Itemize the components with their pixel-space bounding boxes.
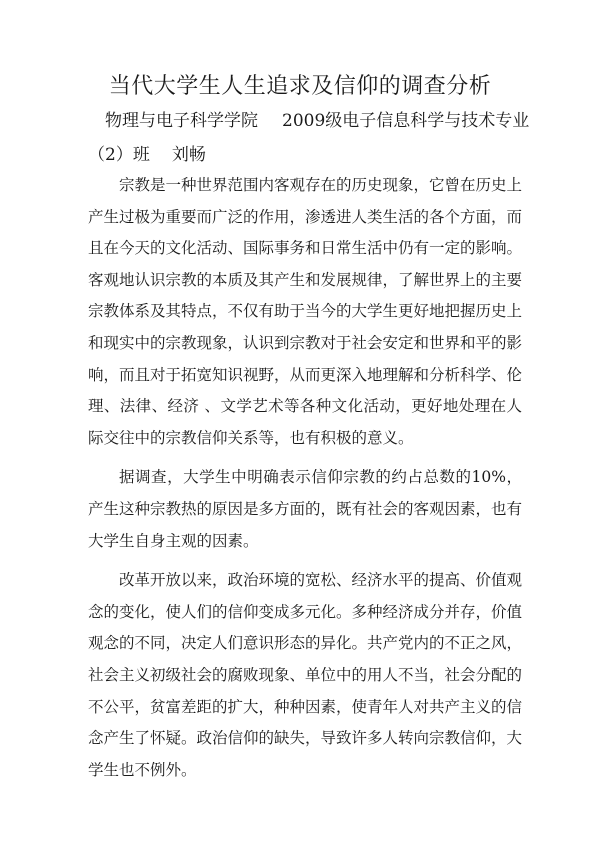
author-class-line [88,140,206,170]
grade-major: 2009级电子信息科学与技术专业 [282,111,530,131]
school-name: 物理与电子科学学院 [105,111,258,131]
author-affiliation [105,106,529,136]
paragraph-2: 据调查，大学生中明确表示信仰宗教的约占总数的10%，产生这种宗教热的原因是多方面的，既有社会的客观因素，也有大学生自身主观的因素。 [88,468,523,550]
author-name: 刘畅 [171,145,206,165]
document-body [88,170,522,786]
document-title: 当代大学生人生追求及信仰的调查分析 [108,74,492,99]
paragraph-3: 改革开放以来，政治环境的宽松、经济水平的提高、价值观念的变化，使人们的信仰变成多元化。多种经济成分并存，价值观念的不同，决定人们意识形态的异化。共产党内的不正之风，社会主义初级社会的腐败现象、单位中的用人不当，社会分配的不公平，贫富差距的扩大，种种因素，使青年人对共产主义的信念产生了怀疑。政治信仰的缺失，导致许多人转向宗教信仰，大学生也不例外。 [88,571,523,779]
class-name: （2）班 [88,145,150,165]
paragraph-1: 宗教是一种世界范围内客观存在的历史现象，它曾在历史上产生过极为重要而广泛的作用，渗透进人类生活的各个方面，而且在今天的文化活动、国际事务和日常生活中仍有一定的影响。客观地认识宗教的本质及其产生和发展规律，了解世界上的主要宗教体系及其特点，不仅有助于当今的大学生更好地把握历史上和现实中的宗教现象，认识到宗教对于社会安定和世界和平的影响，而且对于拓宽知识视野，从而更深入地理解和分析科学、伦理、法律、经济 、文学艺术等各种文化活动，更好地处理在人际交往中的宗教信仰关系等，也有积极的意义。 [88,176,523,447]
